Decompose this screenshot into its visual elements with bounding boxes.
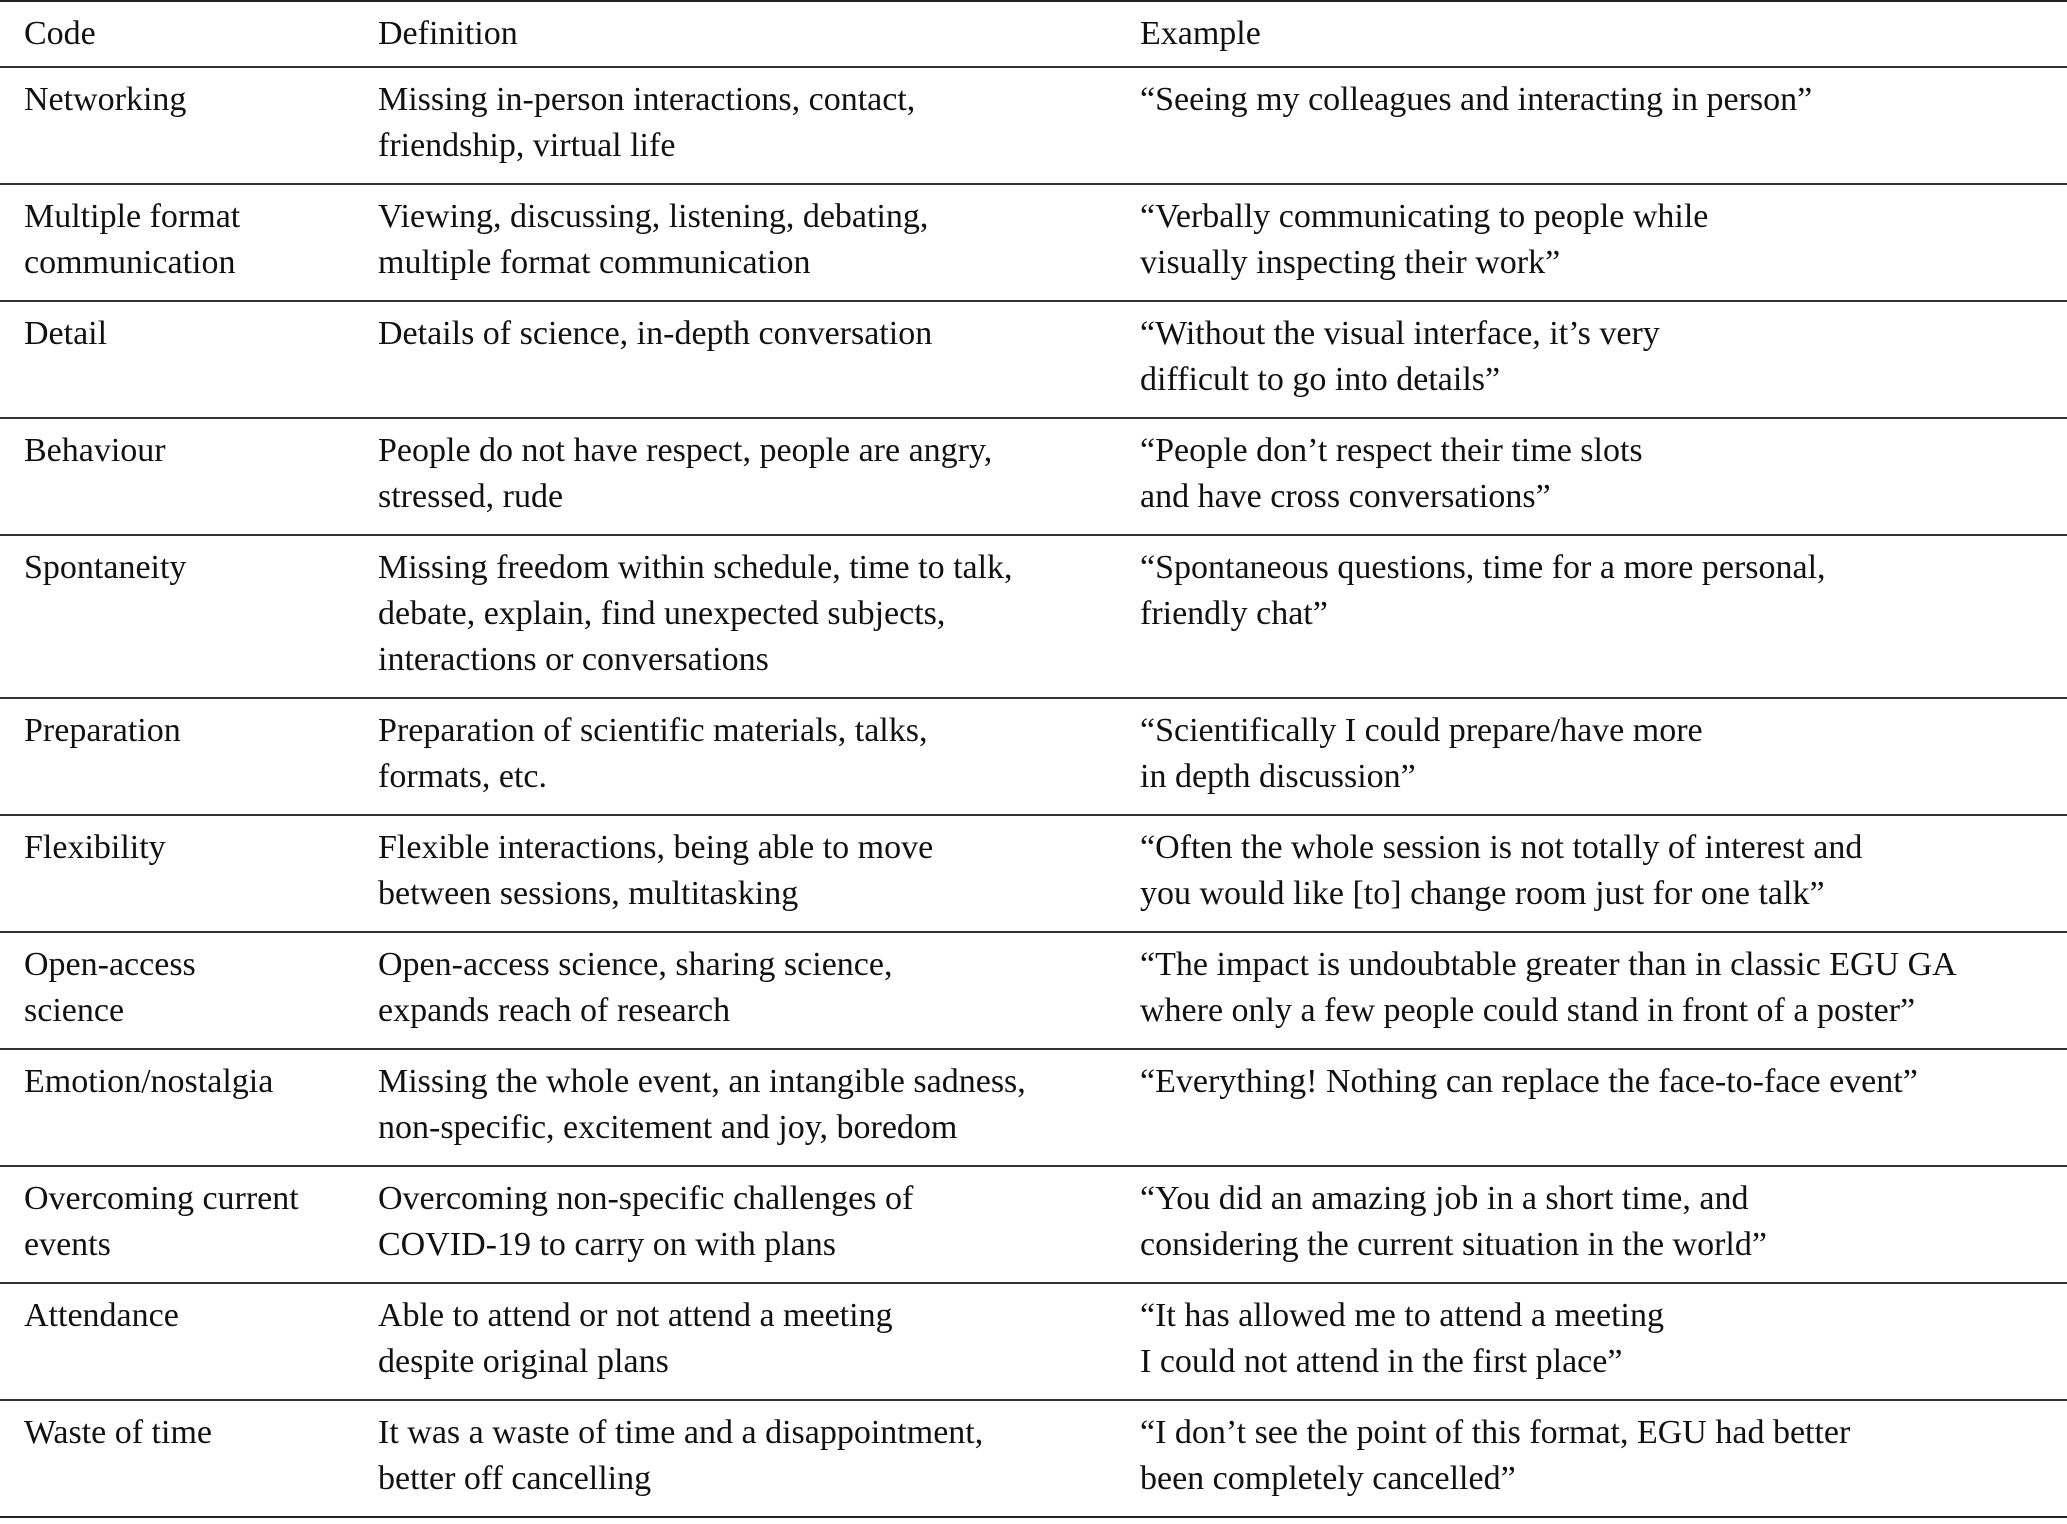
table-row bbox=[0, 699, 2067, 814]
code-cell: Emotion/nostalgia bbox=[24, 1063, 274, 1100]
definition-cell: It was a waste of time and a disappointment, better off cancelling bbox=[378, 1414, 984, 1497]
code-cell: Open-access science bbox=[24, 946, 196, 1029]
example-cell: “Often the whole session is not totally of interest and you would like [to] change room just for one talk” bbox=[1140, 829, 1863, 912]
definition-cell: Overcoming non-specific challenges of COVID-19 to carry on with plans bbox=[378, 1180, 914, 1263]
example-cell: “Scientifically I could prepare/have more in depth discussion” bbox=[1140, 712, 1703, 795]
example-cell: “Seeing my colleagues and interacting in person” bbox=[1140, 81, 1813, 118]
definition-cell: Preparation of scientific materials, talks, formats, etc. bbox=[378, 712, 928, 795]
table-row bbox=[0, 536, 2067, 697]
example-cell: “People don’t respect their time slots and have cross conversations” bbox=[1140, 432, 1643, 515]
definition-cell: People do not have respect, people are angry, stressed, rude bbox=[378, 432, 993, 515]
header-example: Example bbox=[1140, 15, 1261, 52]
header-definition: Definition bbox=[378, 15, 518, 52]
definition-cell: Flexible interactions, being able to move between sessions, multitasking bbox=[378, 829, 934, 912]
code-cell: Multiple format communication bbox=[24, 198, 241, 281]
definition-cell: Missing freedom within schedule, time to talk, debate, explain, find unexpected subjects, interactions or conversations bbox=[378, 549, 1013, 678]
table-row bbox=[0, 419, 2067, 534]
code-cell: Preparation bbox=[24, 712, 181, 749]
table-row bbox=[0, 302, 2067, 417]
table-row bbox=[0, 1050, 2067, 1165]
code-cell: Overcoming current events bbox=[24, 1180, 299, 1263]
code-cell: Detail bbox=[24, 315, 108, 352]
code-cell: Attendance bbox=[24, 1297, 179, 1334]
code-cell: Behaviour bbox=[24, 432, 166, 469]
definition-cell: Viewing, discussing, listening, debating, multiple format communication bbox=[378, 198, 929, 281]
example-cell: “I don’t see the point of this format, EGU had better been completely cancelled” bbox=[1140, 1414, 1851, 1497]
table-row bbox=[0, 933, 2067, 1048]
table-row bbox=[0, 1284, 2067, 1399]
example-cell: “The impact is undoubtable greater than in classic EGU GA where only a few people could stand in front of a poster” bbox=[1140, 946, 1957, 1029]
table-row bbox=[0, 185, 2067, 300]
example-cell: “Spontaneous questions, time for a more personal, friendly chat” bbox=[1140, 549, 1826, 632]
example-cell: “Verbally communicating to people while visually inspecting their work” bbox=[1140, 198, 1709, 281]
code-cell: Spontaneity bbox=[24, 549, 187, 586]
example-cell: “Everything! Nothing can replace the face-to-face event” bbox=[1140, 1063, 1918, 1100]
bottom-rule bbox=[0, 1516, 2067, 1518]
definition-cell: Missing the whole event, an intangible sadness, non-specific, excitement and joy, boredom bbox=[378, 1063, 1026, 1146]
table-row bbox=[0, 68, 2067, 183]
example-cell: “It has allowed me to attend a meeting I could not attend in the first place” bbox=[1140, 1297, 1664, 1380]
code-cell: Waste of time bbox=[24, 1414, 212, 1451]
table-row bbox=[0, 816, 2067, 931]
table-row bbox=[0, 1167, 2067, 1282]
example-cell: “You did an amazing job in a short time, and considering the current situation in the world” bbox=[1140, 1180, 1767, 1263]
definition-cell: Able to attend or not attend a meeting despite original plans bbox=[378, 1297, 893, 1380]
code-cell: Networking bbox=[24, 81, 187, 118]
definition-cell: Open-access science, sharing science, expands reach of research bbox=[378, 946, 893, 1029]
table-row bbox=[0, 1401, 2067, 1516]
code-cell: Flexibility bbox=[24, 829, 166, 866]
definition-cell: Missing in-person interactions, contact, friendship, virtual life bbox=[378, 81, 916, 164]
example-cell: “Without the visual interface, it’s very difficult to go into details” bbox=[1140, 315, 1660, 398]
header-code: Code bbox=[24, 15, 96, 52]
header-row bbox=[0, 2, 2067, 66]
definition-cell: Details of science, in-depth conversation bbox=[378, 315, 933, 352]
